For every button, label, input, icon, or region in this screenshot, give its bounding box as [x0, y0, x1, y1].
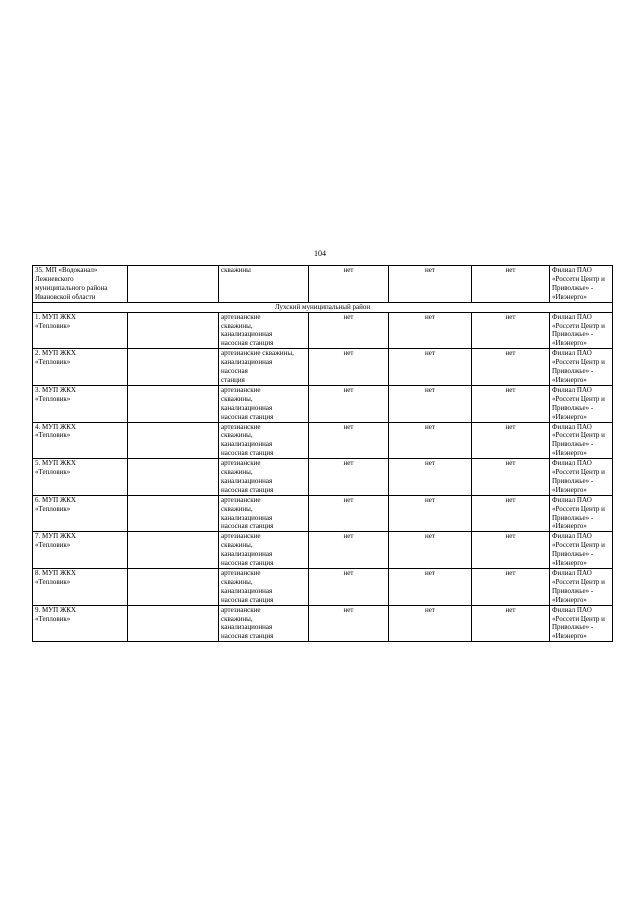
empty-cell: [128, 532, 219, 569]
value-cell: нет: [472, 459, 550, 496]
source-line: канализационная: [221, 586, 273, 595]
supplier-line: «Россети Центр и: [552, 321, 605, 330]
supplier-line: Филиал ПАО: [552, 459, 592, 468]
value-cell: нет: [309, 459, 389, 496]
source-line: насосная станция: [221, 485, 274, 494]
value-cell: нет: [472, 495, 550, 532]
source-line: артезианские скважины,: [221, 349, 294, 358]
empty-cell: [128, 459, 219, 496]
empty-cell: [128, 266, 219, 303]
table-row: [33, 422, 613, 459]
source-line: насосная станция: [221, 632, 274, 641]
source-line: насосная станция: [221, 339, 274, 348]
empty-cell: [128, 385, 219, 422]
source-line: артезианские: [221, 605, 261, 614]
value-cell: нет: [472, 532, 550, 569]
organization-line: 7. МУП ЖКХ: [35, 532, 76, 541]
organization-line: «Тепловик»: [35, 394, 71, 403]
supplier-line: «Россети Центр и: [552, 504, 605, 513]
source-line: канализационная: [221, 440, 273, 449]
organization-line: «Тепловик»: [35, 468, 71, 477]
supplier-line: Приволжье» -: [552, 550, 594, 559]
source-line: скважины,: [221, 431, 253, 440]
supplier-cell: [550, 385, 613, 422]
supplier-cell: [550, 605, 613, 642]
supplier-line: Филиал ПАО: [552, 422, 592, 431]
supplier-line: Приволжье» -: [552, 513, 594, 522]
source-line: насосная станция: [221, 522, 274, 531]
source-line: насосная станция: [221, 595, 274, 604]
organization-cell: [33, 312, 128, 349]
organization-cell: [33, 266, 128, 303]
source-line: скважины: [221, 266, 251, 274]
district-title: Лухский муниципальный район: [33, 302, 613, 312]
organization-line: 4. МУП ЖКХ: [35, 422, 76, 431]
value-cell: нет: [389, 422, 472, 459]
value-cell: нет: [472, 422, 550, 459]
supplier-line: «Ивэнерго»: [552, 292, 587, 301]
organization-line: «Тепловик»: [35, 504, 71, 513]
organization-line: 5. МУП ЖКХ: [35, 459, 76, 468]
source-cell: [219, 495, 309, 532]
supplier-line: «Россети Центр и: [552, 358, 605, 367]
supplier-line: Приволжье» -: [552, 367, 594, 376]
supplier-line: Приволжье» -: [552, 330, 594, 339]
supplier-line: «Россети Центр и: [552, 274, 605, 283]
organization-line: 9. МУП ЖКХ: [35, 605, 76, 614]
page-number: 104: [314, 249, 326, 258]
value-cell: нет: [389, 569, 472, 606]
source-cell: [219, 459, 309, 496]
supplier-cell: [550, 532, 613, 569]
supplier-line: Приволжье» -: [552, 283, 594, 292]
empty-cell: [128, 349, 219, 386]
value-cell: нет: [309, 569, 389, 606]
organization-line: 2. МУП ЖКХ: [35, 349, 76, 358]
empty-cell: [128, 312, 219, 349]
source-line: артезианские: [221, 385, 261, 394]
table-row: [33, 385, 613, 422]
value-cell: нет: [309, 605, 389, 642]
empty-cell: [128, 495, 219, 532]
organization-line: 1. МУП ЖКХ: [35, 312, 76, 321]
source-line: скважины,: [221, 614, 253, 623]
organization-cell: [33, 569, 128, 606]
supplier-line: Филиал ПАО: [552, 532, 592, 541]
source-line: скважины,: [221, 541, 253, 550]
supplier-line: Приволжье» -: [552, 476, 594, 485]
table-row: [33, 605, 613, 642]
supplier-cell: [550, 422, 613, 459]
table-row: [33, 532, 613, 569]
organization-cell: [33, 349, 128, 386]
value-cell: нет: [472, 312, 550, 349]
organization-cell: [33, 385, 128, 422]
source-cell: [219, 349, 309, 386]
value-cell: нет: [309, 266, 389, 303]
supplier-cell: [550, 459, 613, 496]
supplier-line: Филиал ПАО: [552, 605, 592, 614]
source-cell: [219, 532, 309, 569]
source-line: артезианские: [221, 569, 261, 577]
source-line: насосная станция: [221, 412, 274, 421]
supplier-line: «Ивэнерго»: [552, 559, 587, 568]
source-line: артезианские: [221, 312, 261, 321]
organization-line: «Тепловик»: [35, 577, 71, 586]
supplier-line: Филиал ПАО: [552, 495, 592, 504]
organization-line: 6. МУП ЖКХ: [35, 495, 76, 504]
supplier-line: Приволжье» -: [552, 403, 594, 412]
source-line: канализационная: [221, 550, 273, 559]
value-cell: нет: [389, 312, 472, 349]
supplier-line: «Ивэнерго»: [552, 449, 587, 458]
table-row: [33, 495, 613, 532]
supplier-line: «Ивэнерго»: [552, 412, 587, 421]
organization-cell: [33, 422, 128, 459]
utilities-table: [32, 265, 613, 642]
organization-line: 8. МУП ЖКХ: [35, 569, 76, 577]
supplier-cell: [550, 349, 613, 386]
source-line: канализационная: [221, 476, 273, 485]
supplier-line: Филиал ПАО: [552, 349, 592, 358]
organization-line: «Тепловик»: [35, 614, 71, 623]
source-line: скважины,: [221, 577, 253, 586]
value-cell: нет: [389, 495, 472, 532]
source-line: насосная станция: [221, 449, 274, 458]
source-line: скважины,: [221, 321, 253, 330]
source-cell: [219, 569, 309, 606]
organization-cell: [33, 605, 128, 642]
empty-cell: [128, 569, 219, 606]
value-cell: нет: [472, 385, 550, 422]
supplier-line: Филиал ПАО: [552, 312, 592, 321]
empty-cell: [128, 422, 219, 459]
table-row: [33, 312, 613, 349]
organization-line: Ивановской области: [35, 292, 96, 301]
value-cell: нет: [309, 422, 389, 459]
supplier-line: «Ивэнерго»: [552, 632, 587, 641]
source-line: скважины,: [221, 468, 253, 477]
supplier-line: «Ивэнерго»: [552, 339, 587, 348]
empty-cell: [128, 605, 219, 642]
source-line: канализационная: [221, 623, 273, 632]
organization-cell: [33, 532, 128, 569]
value-cell: нет: [389, 459, 472, 496]
source-line: канализационная: [221, 403, 273, 412]
supplier-line: «Россети Центр и: [552, 468, 605, 477]
supplier-line: «Ивэнерго»: [552, 375, 587, 384]
source-cell: [219, 266, 309, 303]
supplier-cell: [550, 495, 613, 532]
source-line: артезианские: [221, 459, 261, 468]
value-cell: нет: [309, 495, 389, 532]
district-header-row: [33, 302, 613, 312]
supplier-line: «Ивэнерго»: [552, 595, 587, 604]
value-cell: нет: [389, 385, 472, 422]
source-line: артезианские: [221, 495, 261, 504]
supplier-cell: [550, 569, 613, 606]
value-cell: нет: [309, 385, 389, 422]
value-cell: нет: [472, 266, 550, 303]
supplier-line: Приволжье» -: [552, 623, 594, 632]
value-cell: нет: [309, 312, 389, 349]
source-line: канализационная: [221, 330, 273, 339]
organization-cell: [33, 459, 128, 496]
supplier-line: «Россети Центр и: [552, 394, 605, 403]
supplier-line: «Россети Центр и: [552, 614, 605, 623]
organization-line: «Тепловик»: [35, 321, 71, 330]
organization-line: «Тепловик»: [35, 431, 71, 440]
source-cell: [219, 312, 309, 349]
table-row: [33, 349, 613, 386]
source-line: канализационная: [221, 513, 273, 522]
value-cell: нет: [472, 349, 550, 386]
value-cell: нет: [309, 532, 389, 569]
value-cell: нет: [472, 569, 550, 606]
supplier-cell: [550, 266, 613, 303]
value-cell: нет: [472, 605, 550, 642]
table-row: [33, 569, 613, 606]
supplier-line: Филиал ПАО: [552, 385, 592, 394]
supplier-line: «Ивэнерго»: [552, 485, 587, 494]
supplier-line: «Россети Центр и: [552, 541, 605, 550]
value-cell: нет: [389, 605, 472, 642]
source-line: артезианские: [221, 532, 261, 541]
source-cell: [219, 605, 309, 642]
source-line: насосная станция: [221, 559, 274, 568]
source-line: канализационная: [221, 358, 273, 367]
organization-line: 3. МУП ЖКХ: [35, 385, 76, 394]
supplier-line: Филиал ПАО: [552, 569, 592, 577]
source-line: станция: [221, 375, 245, 384]
table-row: [33, 266, 613, 303]
supplier-line: «Россети Центр и: [552, 577, 605, 586]
table-row: [33, 459, 613, 496]
organization-line: муниципального района: [35, 283, 108, 292]
value-cell: нет: [389, 266, 472, 303]
supplier-line: «Россети Центр и: [552, 431, 605, 440]
organization-line: «Тепловик»: [35, 358, 71, 367]
source-line: скважины,: [221, 394, 253, 403]
supplier-line: Приволжье» -: [552, 586, 594, 595]
source-line: скважины,: [221, 504, 253, 513]
supplier-cell: [550, 312, 613, 349]
organization-line: 35. МП «Водоканал»: [35, 266, 98, 274]
source-cell: [219, 385, 309, 422]
source-line: артезианские: [221, 422, 261, 431]
value-cell: нет: [389, 349, 472, 386]
supplier-line: Филиал ПАО: [552, 266, 592, 274]
organization-line: Лежневского: [35, 274, 74, 283]
source-cell: [219, 422, 309, 459]
supplier-line: «Ивэнерго»: [552, 522, 587, 531]
source-line: насосная: [221, 367, 248, 376]
supplier-line: Приволжье» -: [552, 440, 594, 449]
organization-line: «Тепловик»: [35, 541, 71, 550]
organization-cell: [33, 495, 128, 532]
value-cell: нет: [309, 349, 389, 386]
value-cell: нет: [389, 532, 472, 569]
